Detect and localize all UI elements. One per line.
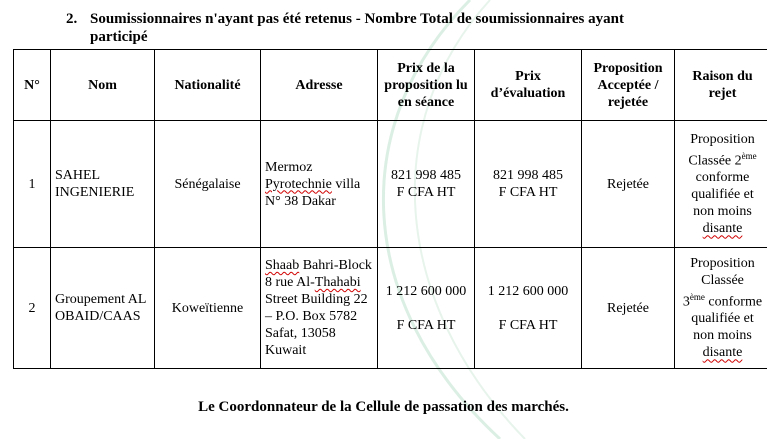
- raison-part: Proposition Classée: [690, 255, 755, 288]
- adresse-part: Mermoz: [265, 159, 313, 175]
- section-heading: [66, 10, 706, 46]
- cell-nom: SAHEL INGENIERIE: [51, 121, 155, 248]
- cell-raison: [675, 121, 767, 248]
- header-adresse: Adresse: [261, 50, 378, 121]
- footer-signature: Le Coordonnateur de la Cellule de passation des marchés.: [198, 399, 569, 415]
- cell-adresse: [261, 248, 378, 369]
- table-row: [14, 121, 767, 248]
- cell-nationalite: Koweïtienne: [155, 248, 261, 369]
- header-raison: Raison du rejet: [675, 50, 767, 121]
- header-prix-evaluation: Prix d’évaluation: [475, 50, 582, 121]
- cell-prix-seance: 821 998 485 F CFA HT: [378, 121, 475, 248]
- raison-number: 3: [682, 294, 690, 310]
- table-row: [14, 248, 767, 369]
- table-header-row: [14, 50, 767, 121]
- section-number: 2.: [66, 11, 78, 27]
- cell-prix-seance: 1 212 600 000 F CFA HT: [378, 248, 475, 369]
- raison-part: Proposition Classée 2: [688, 131, 755, 169]
- cell-prix-evaluation: 821 998 485 F CFA HT: [475, 121, 582, 248]
- header-num: N°: [14, 50, 51, 121]
- cell-num: 2: [14, 248, 51, 369]
- header-nom: Nom: [51, 50, 155, 121]
- header-prix-seance: Prix de la proposition lu en séance: [378, 50, 475, 121]
- cell-nom: Groupement AL OBAID/CAAS: [51, 248, 155, 369]
- cell-prix-evaluation: 1 212 600 000 F CFA HT: [475, 248, 582, 369]
- cell-adresse: [261, 121, 378, 248]
- spellcheck-word: disante: [702, 221, 743, 237]
- header-nationalite: Nationalité: [155, 50, 261, 121]
- cell-statut: Rejetée: [582, 121, 675, 248]
- raison-part: conforme qualifiée et non moins: [691, 294, 763, 344]
- section-title-line1: Soumissionnaires n'ayant pas été retenus - Nombre Total de soumissionnaires ayant: [90, 11, 624, 27]
- spellcheck-word: Pyrotechnie: [265, 176, 332, 192]
- cell-num: 1: [14, 121, 51, 248]
- raison-superscript: ème: [689, 291, 705, 302]
- adresse-part: villa N° 38 Dakar: [265, 176, 361, 209]
- raison-superscript: ème: [741, 150, 757, 161]
- spellcheck-word: Thahabi: [314, 275, 361, 290]
- raison-part: conforme qualifiée et non moins: [691, 170, 754, 220]
- cell-raison: [675, 248, 767, 369]
- cell-statut: Rejetée: [582, 248, 675, 369]
- spellcheck-word: disante: [702, 345, 743, 361]
- adresse-part: Street Building 22 – P.O. Box 5782 Safat, 13058 Kuwait: [265, 292, 368, 358]
- section-title-line2: participé: [90, 29, 148, 45]
- bidders-table: [13, 49, 767, 369]
- cell-nationalite: Sénégalaise: [155, 121, 261, 248]
- adresse-part: Bahri-Block 8 rue Al-: [265, 258, 372, 290]
- spellcheck-word: Shaab: [265, 258, 300, 273]
- header-proposition: Proposition Acceptée / rejetée: [582, 50, 675, 121]
